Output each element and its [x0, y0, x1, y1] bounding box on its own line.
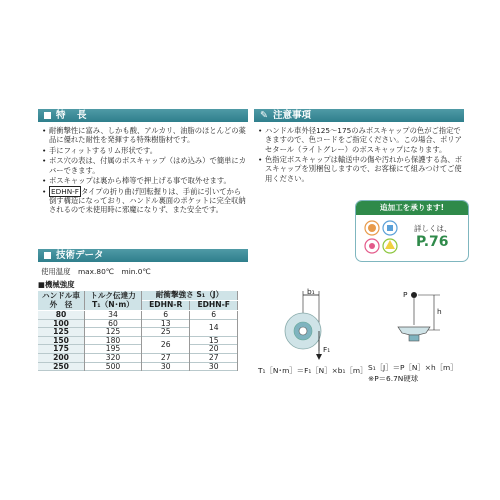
- pencil-icon: ✎: [260, 110, 268, 121]
- torque-diagram: [275, 285, 345, 370]
- features-header: [38, 109, 248, 122]
- feature-item: • ボス穴の表は、付属のボスキャップ（はめ込み）で簡単にカバーできます。: [41, 156, 247, 175]
- promo-title-bar: [356, 201, 468, 215]
- col-edhn-f: EDHN-F: [190, 301, 238, 311]
- feature-item: • 耐衝撃性に富み、しかも酸、アルカリ、油脂のほとんどの薬品に優れた耐性を発揮する特殊樹脂材です。: [41, 126, 247, 145]
- torque-formula: T₁［N･m］＝F₁［N］×b₁［m］: [258, 366, 368, 375]
- impact-diagram: [378, 285, 448, 350]
- tech-title: 技術データ: [56, 250, 104, 261]
- table-row: 100 60 13 14: [38, 319, 238, 328]
- table-row: 125 125 25: [38, 328, 238, 337]
- col-impact: 耐衝撃強さ S₁（J）: [142, 291, 238, 301]
- tech-header: [38, 249, 248, 262]
- note-item: • 色指定ボスキャップは輸送中の傷や汚れから保護する為、ボスキャップを別梱包しますので、お客様にて組みつけてご使用ください。: [257, 155, 463, 183]
- b1-label: b₁: [307, 287, 315, 296]
- strength-table: [38, 291, 238, 371]
- feature-item: • ボスキャップは裏から棒等で押上げる事で取外せます。: [41, 176, 247, 185]
- table-row: 150 180 26 15: [38, 336, 238, 345]
- f1-label: F₁: [323, 345, 331, 354]
- col-torque: トルク伝達力 T₁（N･m）: [85, 291, 142, 311]
- machining-icons: [362, 218, 400, 256]
- impact-note: ※P＝6.7N硬球: [368, 374, 419, 383]
- impact-formula: S₁［J］＝P［N］×h［m］: [368, 363, 458, 372]
- promo-detail: 詳しくは、: [414, 224, 452, 233]
- table-row: 250 500 30 30: [38, 362, 238, 371]
- feature-item: [41, 187, 247, 215]
- promo-title: 追加工を承ります!: [379, 203, 445, 212]
- note-item: • ハンドル車外径125〜175のみボスキャップの色がご指定できますので、色コードをご指定ください。この場合、ポリアセタール（ライトグレー）のボスキャップになります。: [257, 126, 463, 154]
- promo-box[interactable]: [355, 200, 469, 262]
- p-label: P: [403, 290, 408, 299]
- square-icon: [44, 112, 51, 119]
- notes-title: 注意事項: [272, 110, 311, 121]
- col-edhn-r: EDHN-R: [142, 301, 190, 311]
- feature-item: • 手にフィットするリム形状です。: [41, 146, 247, 155]
- col-wheel: ハンドル車 外 径: [38, 291, 85, 311]
- table-row: 80 34 6 6: [38, 311, 238, 320]
- table-row: 175 195 20: [38, 345, 238, 354]
- promo-page[interactable]: P.76: [416, 234, 449, 250]
- features-title: 特 長: [56, 110, 88, 121]
- square-icon: [44, 252, 51, 259]
- feature-item-text: タイプの折り曲げ回転握りは、手前に引いてから倒す構造になっており、ハンドル裏面のポケットに完全収納されるので未使用時に邪魔になりず、また安全です。: [49, 186, 246, 215]
- strength-title: ■機械強度: [38, 280, 75, 289]
- h-label: h: [437, 307, 442, 316]
- features-list: [41, 126, 247, 216]
- notes-list: [257, 126, 463, 184]
- table-row: 200 320 27 27: [38, 353, 238, 362]
- edhn-f-label: EDHN-F: [51, 186, 80, 196]
- temperature-range: 使用温度 max.80℃ min.0℃: [41, 267, 151, 276]
- notes-header: [254, 109, 464, 122]
